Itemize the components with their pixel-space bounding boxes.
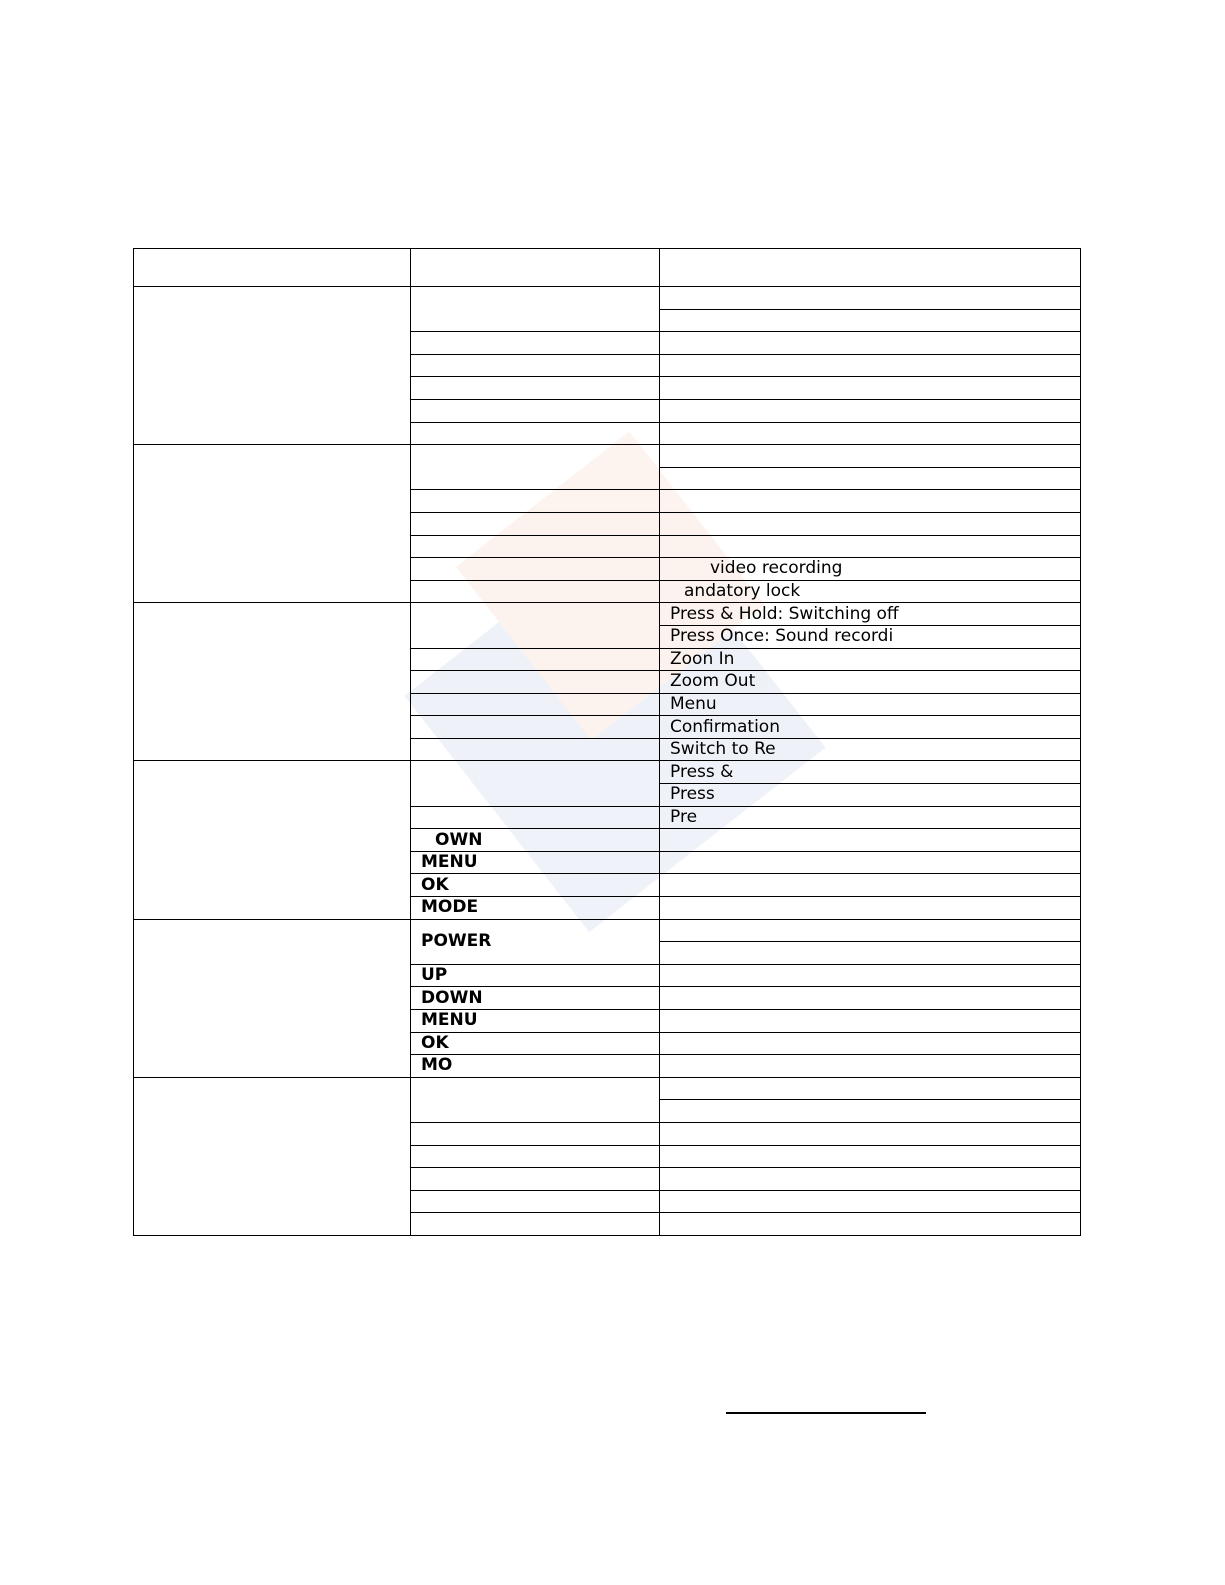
function-cell: Zoon In <box>660 648 1081 671</box>
function-cell: Press Once: Sound recordi <box>660 625 1081 648</box>
key-cell: UP <box>411 964 660 987</box>
function-cell <box>660 1145 1081 1168</box>
header-cell-mode <box>134 249 411 287</box>
table-row <box>134 287 1081 310</box>
table-row <box>134 761 1081 784</box>
function-cell: Confirmation <box>660 716 1081 739</box>
key-cell <box>411 399 660 422</box>
key-cell <box>411 580 660 603</box>
function-cell <box>660 399 1081 422</box>
function-cell: Switch to Re <box>660 738 1081 761</box>
key-cell <box>411 1213 660 1236</box>
function-cell <box>660 1100 1081 1123</box>
key-cell: MENU <box>411 1010 660 1033</box>
function-cell <box>660 1077 1081 1100</box>
function-cell <box>660 874 1081 897</box>
function-cell <box>660 919 1081 942</box>
key-cell <box>411 1168 660 1191</box>
key-cell <box>411 1145 660 1168</box>
header-cell-function <box>660 249 1081 287</box>
key-cell <box>411 648 660 671</box>
header-cell-key <box>411 249 660 287</box>
key-cell <box>411 761 660 806</box>
key-cell <box>411 535 660 558</box>
function-cell <box>660 1168 1081 1191</box>
table-row <box>134 603 1081 626</box>
key-cell <box>411 332 660 355</box>
key-cell <box>411 806 660 829</box>
mode-cell <box>134 761 411 919</box>
key-cell <box>411 445 660 490</box>
function-cell <box>660 535 1081 558</box>
key-cell: MO <box>411 1055 660 1078</box>
key-cell <box>411 1077 660 1122</box>
function-cell <box>660 1055 1081 1078</box>
function-cell <box>660 332 1081 355</box>
table-row <box>134 1077 1081 1100</box>
function-cell <box>660 467 1081 490</box>
key-cell: POWER <box>411 919 660 964</box>
function-cell <box>660 987 1081 1010</box>
key-cell <box>411 671 660 694</box>
function-cell <box>660 942 1081 965</box>
function-cell <box>660 1032 1081 1055</box>
footer-rule <box>726 1412 926 1414</box>
key-cell <box>411 558 660 581</box>
function-cell: Pre <box>660 806 1081 829</box>
function-cell: Menu <box>660 693 1081 716</box>
key-cell <box>411 1190 660 1213</box>
key-cell: DOWN <box>411 987 660 1010</box>
function-cell <box>660 309 1081 332</box>
function-cell <box>660 354 1081 377</box>
function-cell <box>660 1010 1081 1033</box>
function-cell: Press <box>660 784 1081 807</box>
function-cell: Zoom Out <box>660 671 1081 694</box>
mode-cell <box>134 603 411 761</box>
function-cell <box>660 1190 1081 1213</box>
table-row <box>134 919 1081 942</box>
function-cell <box>660 377 1081 400</box>
mode-cell <box>134 1077 411 1235</box>
function-cell <box>660 422 1081 445</box>
key-cell <box>411 377 660 400</box>
function-cell <box>660 851 1081 874</box>
key-cell: MENU <box>411 851 660 874</box>
function-cell <box>660 1122 1081 1145</box>
key-cell <box>411 738 660 761</box>
function-cell: Press & Hold: Switching off <box>660 603 1081 626</box>
key-cell: OK <box>411 874 660 897</box>
mode-cell <box>134 919 411 1077</box>
key-cell: OK <box>411 1032 660 1055</box>
button-function-table <box>133 248 1081 1236</box>
function-cell <box>660 829 1081 852</box>
key-cell <box>411 693 660 716</box>
key-cell <box>411 603 660 648</box>
mode-cell <box>134 445 411 603</box>
key-cell <box>411 287 660 332</box>
function-cell <box>660 964 1081 987</box>
key-cell <box>411 422 660 445</box>
function-cell <box>660 490 1081 513</box>
key-cell <box>411 716 660 739</box>
function-cell <box>660 512 1081 535</box>
function-cell <box>660 1213 1081 1236</box>
key-cell <box>411 354 660 377</box>
function-cell <box>660 897 1081 920</box>
function-cell <box>660 287 1081 310</box>
key-cell <box>411 490 660 513</box>
key-cell: MODE <box>411 897 660 920</box>
key-cell <box>411 512 660 535</box>
function-cell <box>660 445 1081 468</box>
function-cell: Press & <box>660 761 1081 784</box>
mode-cell <box>134 287 411 445</box>
key-cell: OWN <box>411 829 660 852</box>
table-row <box>134 445 1081 468</box>
function-cell: video recording <box>660 558 1081 581</box>
table-header-row <box>134 249 1081 287</box>
key-cell <box>411 1122 660 1145</box>
function-cell: andatory lock <box>660 580 1081 603</box>
